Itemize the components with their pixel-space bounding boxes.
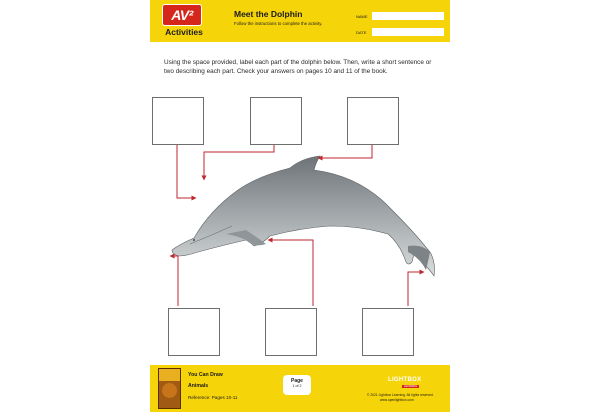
label-box-bottom-right[interactable]	[362, 308, 414, 356]
connector-bottom-middle	[270, 240, 313, 306]
book-cover-thumbnail	[158, 368, 181, 409]
connector-bottom-right	[408, 272, 422, 306]
date-label: DATE	[356, 30, 367, 35]
book-title: You Can Draw	[188, 372, 223, 378]
book-subtitle: Animals	[188, 383, 209, 389]
connector-top-right	[320, 143, 372, 158]
book-reference: Reference: Pages 10-11	[188, 395, 238, 400]
worksheet-subtitle: Follow the instructions to complete the activity.	[234, 21, 323, 26]
lightbox-logo-sub: LEARNING	[404, 385, 418, 388]
worksheet-title: Meet the Dolphin	[234, 9, 303, 19]
footer-band	[150, 365, 450, 412]
instructions-text: Using the space provided, label each part of the dolphin below. Then, write a short sentence or two describing each part. Check your answers on pages 10 and 11 of the book.	[164, 59, 432, 75]
dolphin-image	[172, 156, 435, 276]
label-box-top-left[interactable]	[152, 97, 204, 145]
section-label: Activities	[165, 27, 203, 37]
connector-bottom-left	[172, 256, 178, 306]
connector-top-middle	[204, 143, 274, 178]
lion-icon	[162, 383, 177, 398]
name-label: NAME	[356, 14, 368, 19]
connector-top-left	[177, 143, 194, 198]
page-label: Page	[291, 378, 303, 384]
worksheet-page	[150, 0, 450, 412]
label-box-top-middle[interactable]	[250, 97, 302, 145]
av2-logo-mark: AV²	[162, 4, 202, 26]
label-box-top-right[interactable]	[347, 97, 399, 145]
page-badge	[283, 375, 311, 395]
label-box-bottom-left[interactable]	[168, 308, 220, 356]
website-url: www.openlightbox.com	[380, 398, 414, 402]
label-box-bottom-middle[interactable]	[265, 308, 317, 356]
lightbox-logo: LIGHTBOX	[388, 377, 422, 383]
page-number: 1 of 2	[292, 384, 302, 388]
copyright-text: © 2021 Lightbox Learning. All rights reserved.	[367, 393, 434, 397]
